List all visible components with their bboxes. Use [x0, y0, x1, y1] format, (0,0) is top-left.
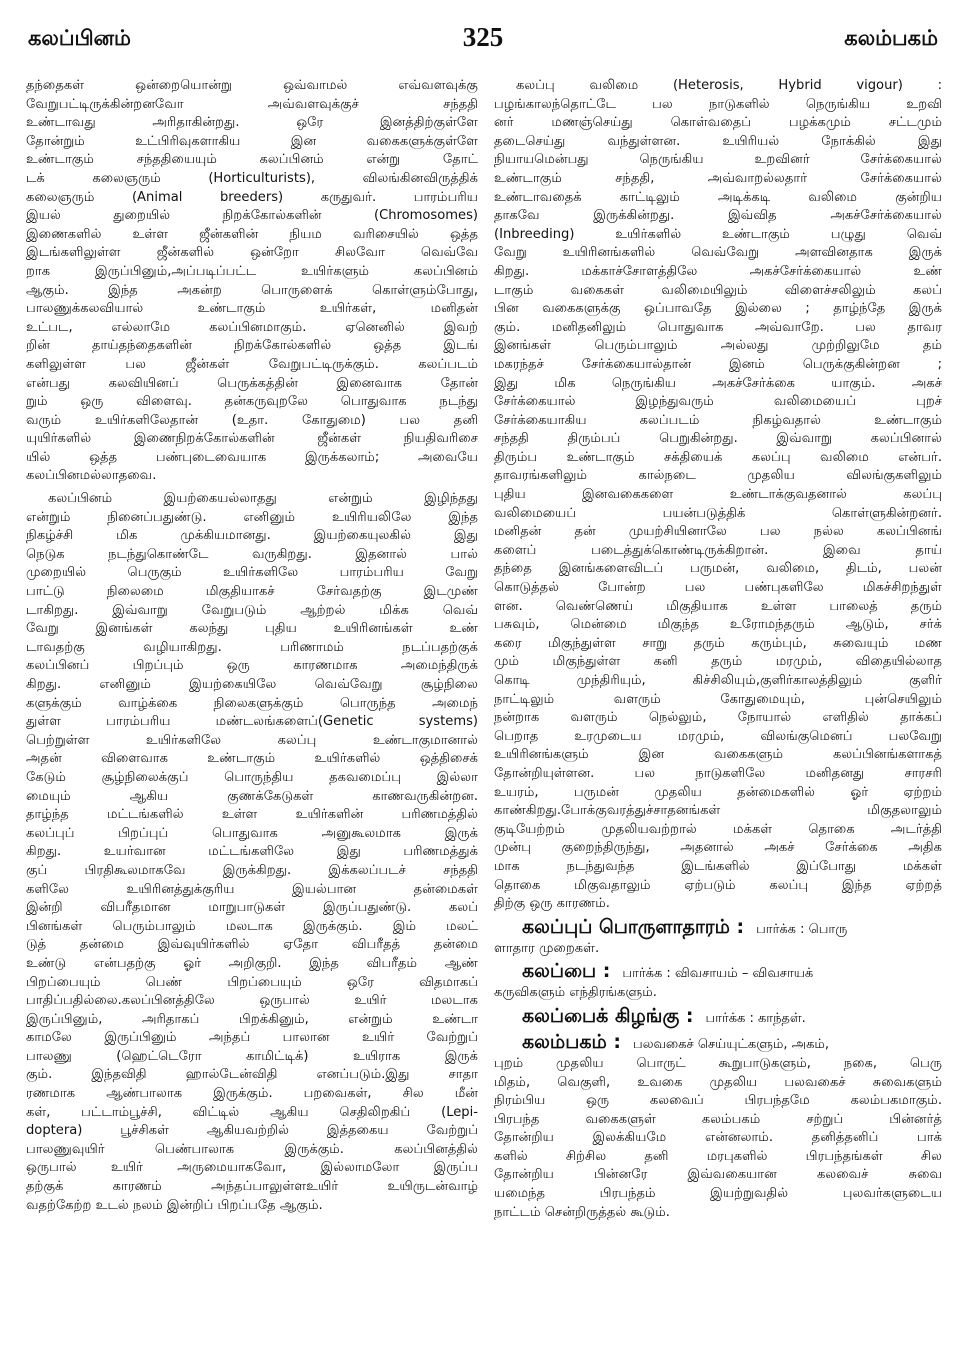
paragraph-line: கள், பட்டாம்பூச்சி, விட்டில் ஆகிய செதிலிறகிப் (Lepi- — [26, 1104, 478, 1120]
page-header — [28, 22, 938, 62]
paragraph-line: நன்றாக வளரும் நெல்லும், நோயால் எளிதில் தாக்கப் — [494, 710, 942, 726]
paragraph-line: இருப்பினும், அரிதாகப் பிறக்கினும், என்றும் உண்டா — [26, 1011, 478, 1027]
entry-reference: பார்க்க : காந்தள். — [705, 1010, 806, 1026]
paragraph-line: உயரம், பருமன் முதலிய தன்மைகளில் ஓர் ஏற்றம் — [494, 784, 942, 800]
paragraph-line: பாலணு (ஹெட்டெரோ காமிட்டிக்) உயிராக இருக் — [26, 1048, 478, 1064]
paragraph-line: பாதிப்பதில்லை.கலப்பினத்திலே ஒருபால் உயிர் மலடாக — [26, 993, 478, 1009]
entry-term: கலம்பகம் : — [522, 1030, 622, 1053]
paragraph-line: பாட்டு நிலைமை மிகுதியாகச் சேர்வதற்கு இடமுண் — [26, 584, 478, 600]
paragraph-line: டக் கலைஞரும் (Horticulturists), விலங்கினவிருத்திக் — [26, 170, 478, 186]
paragraph-line: பினங்கள் பெரும்பாலும் மலடாக இருக்கும். இம் மலட் — [26, 918, 478, 934]
paragraph-line: ஆகும். இந்த அகன்ற பொருளைக் கொள்ளும்போது, — [26, 282, 478, 298]
left-column — [26, 77, 478, 1347]
paragraph-line: திற்கு ஒரு காரணம். — [494, 896, 610, 912]
paragraph-line: நியாயமென்பது நெருங்கிய உறவினர் சேர்க்கையால் — [494, 152, 942, 168]
paragraph-line: டாகும் வகைகள் வலிமையிலும் விளைச்சலிலும் கலப் — [494, 282, 942, 298]
paragraph-line: இது மிக நெருங்கிய அகச்சேர்க்கை யாகும். அகச் — [494, 375, 942, 391]
paragraph-line: வேறுபட்டிருக்கின்றனவோ அவ்வளவுக்குச் சந்ததி — [26, 96, 478, 112]
paragraph-line: வதற்கேற்ற உடல் நலம் இன்றிப் பிறப்பதே ஆகும். — [26, 1197, 323, 1213]
encyclopedia-entry-heading — [494, 958, 942, 984]
paragraph-line: யமைந்த பிரபந்தம் இயற்றுவதில் புலவர்களுடைய — [494, 1186, 942, 1202]
entry-term: கலப்பைக் கிழங்கு : — [522, 1004, 694, 1027]
paragraph-line: சந்ததி திரும்பப் பெறுகின்றது. இவ்வாறு கலப்பினால் — [494, 431, 942, 447]
paragraph-line: தோன்றியுள்ளன. பல நாடுகளிலே மனிதனது சாரசரி — [494, 765, 942, 781]
paragraph-line: வரும் உயிர்களிலேதான் (உதா. கோதுமை) பல தனி — [26, 412, 478, 428]
paragraph-line: உயிரினங்களும் இன வகைகளும் கலப்பினங்களாகத் — [494, 747, 942, 763]
entry-term: கலப்பை : — [522, 960, 611, 983]
entry-continuation: ளாதார முறைகள். — [494, 940, 600, 956]
paragraph-line: முன்பு குறைந்திருந்து, அதனால் அகச் சேர்க்கை அதிக — [494, 840, 942, 856]
paragraph-line: வேறு உயிரினங்களில் வெவ்வேறு அளவினதாக இருக் — [494, 245, 942, 261]
paragraph-line: அதன் விளைவாக உண்டாகும் உயிர்களில் ஒத்திசைக் — [26, 751, 478, 767]
page-number: 325 — [462, 22, 504, 52]
paragraph-line: கலப்பினமல்லாதவை. — [26, 468, 157, 484]
paragraph-line: புறம் முதலிய பொருட் கூறுபாடுகளும், நகை, பெரு — [494, 1055, 942, 1071]
paragraph-line: யுயிர்களில் இணைநிறக்கோல்களின் ஜீன்கள் நியதிவரிசை — [26, 431, 478, 447]
paragraph-line: நெடுக நடந்துகொண்டே வருகிறது. இதனால் பால் — [26, 546, 478, 562]
paragraph-line: இன்றி விபரீதமான மாறுபாடுகள் இருப்பதுண்டு. கலப் — [26, 900, 478, 916]
paragraph-line: மனிதன் தன் முயற்சியினாலே பல நல்ல கலப்பினங் — [494, 524, 942, 540]
paragraph-line: தற்குக் காரணம் அந்தப்பாலுள்ளஉயிர் உயிருடன்வாழ் — [26, 1179, 478, 1195]
paragraph-line: டுத் தன்மை இவ்வுயிர்களில் ஏதோ விபரீதத் தன்மை — [26, 937, 478, 953]
encyclopedia-entry-heading — [494, 1029, 942, 1055]
paragraph-line: குப் பிரதிகூலமாகவே இருக்கிறது. இக்கலப்படச் சந்ததி — [26, 862, 478, 878]
paragraph-line: கொடி முந்திரியும், கிச்சிலியும்,குளிர்காலத்திலும் குளிர் — [494, 673, 942, 688]
paragraph-line: களிலே உயிரினத்துக்குரிய இயல்பான தன்மைகள் — [26, 881, 478, 897]
paragraph-line: புதிய இனவகைகளை உண்டாக்குவதனால் கலப்பு — [494, 487, 942, 503]
paragraph-line: இயல் துறையில் நிறக்கோல்களின் (Chromosomes) — [26, 208, 478, 224]
paragraph-line: டாவதற்கு வழியாகிறது. பரிணாமம் நடப்பதற்குக் — [26, 639, 478, 655]
paragraph-line: றின் தாய்தந்தைகளின் நிறக்கோல்களில் ஒத்த இடங் — [26, 338, 478, 354]
paragraph-line: பாலணுவுயிர் பெண்பாலாக இருக்கும். கலப்பினத்தில் — [26, 1141, 478, 1157]
paragraph-line: கிறது. உயர்வான மட்டங்களிலே இது பரிணமத்துக் — [26, 844, 478, 860]
paragraph-line: மும் மிகுந்துள்ள கனி தரும் மரமும், விதையில்லாத — [494, 654, 942, 670]
paragraph-line: என்பது கலவியினப் பெருக்கத்தின் இனைவாக தோன் — [26, 375, 478, 391]
paragraph-line: நிகழ்ச்சி மிக முக்கியமானது. இயற்கையுலகில் இது — [26, 528, 478, 544]
paragraph-line: தாகவே இருக்கின்றது. இவ்வித அகச்சேர்க்கையால் — [494, 208, 942, 224]
paragraph-line: டாகிறது. இவ்வாறு வேறுபடும் ஆற்றல் மிக்க வெவ் — [26, 602, 478, 618]
paragraph-line: உண்டாவது அரிதாகின்றது. ஒரே இனத்திற்குள்ளே — [26, 115, 478, 131]
paragraph-line: றாக இருப்பினும்,அப்படிப்பட்ட உயிர்களும் கலப்பினம் — [26, 263, 478, 279]
paragraph-line: தோன்றிய இலக்கியமே என்னலாம். தனித்தனிப் பாக் — [494, 1130, 942, 1146]
paragraph-line: இனங்கள் பெரும்பாலும் அல்லது முற்றிலுமே தம் — [494, 338, 942, 354]
paragraph-line: னர் மணஞ்செய்து கொள்வதைப் பழக்கமும் சட்டமும் — [494, 115, 942, 131]
paragraph-line: தந்தை இனங்களைவிடப் பருமன், வலிமை, திடம், பலன் — [494, 561, 942, 577]
paragraph-line: தோன்றிய பின்னரே இவ்வகையான கலவைச் சுவை — [494, 1167, 942, 1183]
paragraph-line: தாழ்ந்த மட்டங்களில் உள்ள உயிர்களின் பரிணமத்தில் — [26, 807, 478, 823]
paragraph-line: மகரந்தச் சேர்க்கையால்தான் இனம் பெருக்குகின்றன ; — [494, 356, 942, 372]
paragraph-line: பிறப்பையும் பெண் பிறப்பையும் ஒரே விதமாகப் — [26, 974, 478, 990]
paragraph-line: களில் சிற்சில தனி மரபுகளில் பிரபந்தங்கள் சில — [494, 1148, 942, 1164]
paragraph-line: என்றும் நினைப்பதுண்டு. எனினும் உயிரியலிலே இந்த — [26, 509, 478, 525]
paragraph-line: திரும்ப உண்டாகும் சக்தியைக் கலப்பு வலிமை என்பர். — [494, 449, 942, 465]
paragraph-line: ஒருபால் உயிர் அருமையாகவோ, இல்லாமலோ இருப்ப — [26, 1160, 478, 1176]
paragraph-line: கிறது. எனினும் இயற்கையிலே வெவ்வேறு சூழ்நிலை — [26, 677, 478, 692]
paragraph-line: doptera) பூச்சிகள் ஆகியவற்றில் இத்தகைய வேற்றுப் — [26, 1123, 478, 1139]
paragraph-line: கேடும் சூழ்நிலைக்குப் பொருந்திய தகவமைப்பு இல்லா — [26, 769, 478, 785]
paragraph-line: இடங்களிலுள்ள ஜீன்களில் ஒன்றோ சிலவோ வெவ்வே — [26, 245, 478, 261]
paragraph-line: முறையில் பெருகும் உயிர்களிலே பாரம்பரிய வேறு — [26, 565, 478, 581]
paragraph-line: உண்டாகும் சந்ததி, அவ்வாறல்லதார் சேர்க்கையால் — [494, 170, 942, 186]
paragraph-line: சேர்க்கையால் இழந்துவரும் வலிமையைப் புறச் — [494, 394, 942, 410]
paragraph-line: நாட்டம் சென்றிருத்தல் கூடும். — [494, 1204, 670, 1220]
paragraph-line: பழங்காலந்தொட்டே பல நாடுகளில் நெருங்கிய உறவி — [494, 96, 942, 112]
paragraph-line: உண்டாகும் சந்ததியையும் கலப்பினம் என்று தோட் — [26, 152, 478, 168]
paragraph-line: உண்டு என்பதற்கு ஓர் அறிகுறி. இந்த விபரீதம் ஆண் — [26, 955, 478, 971]
paragraph-line: நிரம்பிய ஒரு கலவைப் பிரபந்தமே கலம்பகமாகும். — [494, 1093, 942, 1109]
paragraph-line: கும். இந்தவிதி ஹால்டேன்விதி எனப்படும்.இது சாதா — [26, 1067, 478, 1083]
paragraph-line: பிரபந்த வகைகளுள் கலம்பகம் சற்றுப் பின்னர்த் — [494, 1111, 942, 1127]
paragraph-line: சேர்க்கையாகிய கலப்படம் நிகழ்வதால் உண்டாகும் — [494, 412, 942, 428]
paragraph-line: மிதம், வெகுளி, உவகை முதலிய பலவகைச் சுவைகளும் — [494, 1074, 942, 1090]
paragraph-line: தொகை மிகுவதாலும் ஏற்படும் கலப்பு இந்த ஏற்றத் — [494, 877, 942, 893]
paragraph-line: தோன்றும் உட்பிரிவுகளாகிய இன வகைகளுக்குள்ளே — [26, 133, 478, 149]
paragraph-line: காண்கிறது.போக்குவரத்துச்சாதனங்கள் மிகுதலாலும் — [494, 803, 942, 819]
paragraph-line: கலப்பினம் இயற்கையல்லாதது என்றும் இழிந்தது — [48, 491, 478, 507]
entry-reference: பலவகைச் செய்யுட்களும், அகம், — [633, 1036, 829, 1052]
paragraph-line: பெற்றுள்ள உயிர்களிலே கலப்பு உண்டாகுமானால் — [26, 732, 478, 748]
paragraph-line: பின வகைகளுக்கு ஒப்பாவதே இல்லை ; தாழ்ந்தே இருக் — [494, 301, 942, 317]
paragraph-line: இணைகளில் உள்ள ஜீன்களின் நியம வரிசையில் ஒத்த — [26, 226, 478, 242]
encyclopedia-entry-heading — [494, 1003, 942, 1029]
paragraph-line: கிறது. மக்காச்சோளத்திலே அகச்சேர்க்கையால் உண் — [494, 263, 942, 279]
paragraph-line: துள்ள பாரம்பரிய மண்டலங்களைப்(Genetic systems) — [26, 714, 478, 730]
paragraph-line: களுக்கும் வாழ்க்கை நிலைகளுக்கும் பொருந்த அமைந் — [26, 695, 478, 711]
entry-term: கலப்புப் பொருளாதாரம் : — [522, 915, 745, 938]
paragraph-line: உண்டாவதைக் காட்டிலும் அடிக்கடி வலிமை குன்றிய — [494, 189, 942, 205]
paragraph-line: கரை மிகுந்துள்ள சாறு தரும் கரும்பும், சுவையும் மண — [494, 635, 942, 651]
paragraph-line: ளன. வெண்ணெய் மிகுதியாக உள்ள பாலைத் தரும் — [494, 598, 942, 614]
paragraph-line: களிலுள்ள பல ஜீன்கள் வேறுபட்டிருக்கும். கலப்படம் — [26, 356, 478, 372]
paragraph-line: வேறு இனங்கள் கலந்து புதிய உயிரினங்கள் உண் — [26, 621, 478, 637]
paragraph-line: வலிமையைப் பயன்படுத்திக் கொள்ளுகின்றனர். — [494, 505, 942, 521]
paragraph-line: ரணமாக ஆண்பாலாக இருக்கும். பறவைகள், சில மீன் — [26, 1086, 478, 1102]
paragraph-line: யில் ஒத்த பண்புடைவையாக இருக்கலாம்; அவையே — [26, 449, 478, 465]
paragraph-line: (Inbreeding) உயிர்களில் உண்டாகும் பழுது வெவ் — [494, 226, 942, 242]
paragraph-line: பெறாத உரமுடைய மரமும், விலங்குமெனப் பலவேறு — [494, 728, 942, 744]
paragraph-line: கலப்புப் பிறப்புப் பொதுவாக அனுகூலமாக இருக் — [26, 825, 478, 841]
paragraph-line: கும். மனிதனிலும் பொதுவாக அவ்வாறே. பல தாவர — [494, 319, 942, 335]
paragraph-line: கலப்பினப் பிறப்பும் ஒரு காரணமாக அமைந்திருக் — [26, 658, 478, 674]
paragraph-line: தந்தைகள் ஒன்றையொன்று ஒவ்வாமல் எவ்வளவுக்கு — [26, 78, 478, 93]
paragraph-line: மையும் ஆகிய குணக்கேடுகள் காணவருகின்றன. — [26, 788, 478, 804]
paragraph-line: தடைசெய்து வந்துள்ளன. உயிரியல் நோக்கில் இது — [494, 133, 942, 149]
paragraph-line: தாவரங்களிலும் கால்நடை முதலிய விலங்குகளிலும் — [494, 468, 942, 484]
entry-reference: பார்க்க : விவசாயம் – விவசாயக் — [622, 966, 814, 982]
paragraph-line: பசுவும், மென்மை மிகுந்த உரோமந்தரும் ஆடும், சர்க் — [494, 617, 942, 633]
paragraph-line: கொடுத்தல் போன்ற பல பண்புகளிலே மிகச்சிறந்துள் — [494, 580, 942, 596]
paragraph-line: நாட்டிலும் வளரும் கோதுமையும், புன்செயிலும் — [494, 691, 942, 707]
right-column — [494, 77, 942, 1347]
paragraph-line: கலைஞரும் (Animal breeders) கருதுவர். பாரம்பரிய — [26, 189, 478, 205]
paragraph-line: காமலே இருப்பினும் அந்தப் பாலான உயிர் வேற்றுப் — [26, 1030, 478, 1046]
paragraph-line: மாக நடந்துவந்த இடங்களில் இப்போது மக்கள் — [494, 858, 942, 874]
paragraph-line: றும் ஒரு விளைவு. தன்கருவுறலே பொதுவாக நடந்து — [26, 394, 478, 410]
entry-continuation: கருவிகளும் எந்திரங்களும். — [494, 985, 657, 1001]
paragraph-line: குடியேற்றம் முதலியவற்றால் மக்கள் தொகை அடர்த்தி — [494, 821, 942, 837]
paragraph-line: களைப் படைத்துக்கொண்டிருக்கிறான். இவை தாய் — [494, 542, 942, 558]
entry-reference: பார்க்க : பொரு — [756, 921, 848, 937]
paragraph-line: கலப்பு வலிமை (Heterosis, Hybrid vigour) : — [516, 78, 942, 93]
paragraph-line: பாலணுக்கலவியால் உண்டாகும் உயிர்கள், மனிதன் — [26, 301, 478, 317]
header-left-keyword: கலப்பினம் — [28, 26, 131, 50]
header-right-keyword: கலம்பகம் — [844, 26, 938, 50]
paragraph-line: உட்பட, எல்லாமே கலப்பினமாகும். ஏனெனில் இவற் — [26, 319, 478, 335]
encyclopedia-entry-heading — [494, 914, 942, 940]
